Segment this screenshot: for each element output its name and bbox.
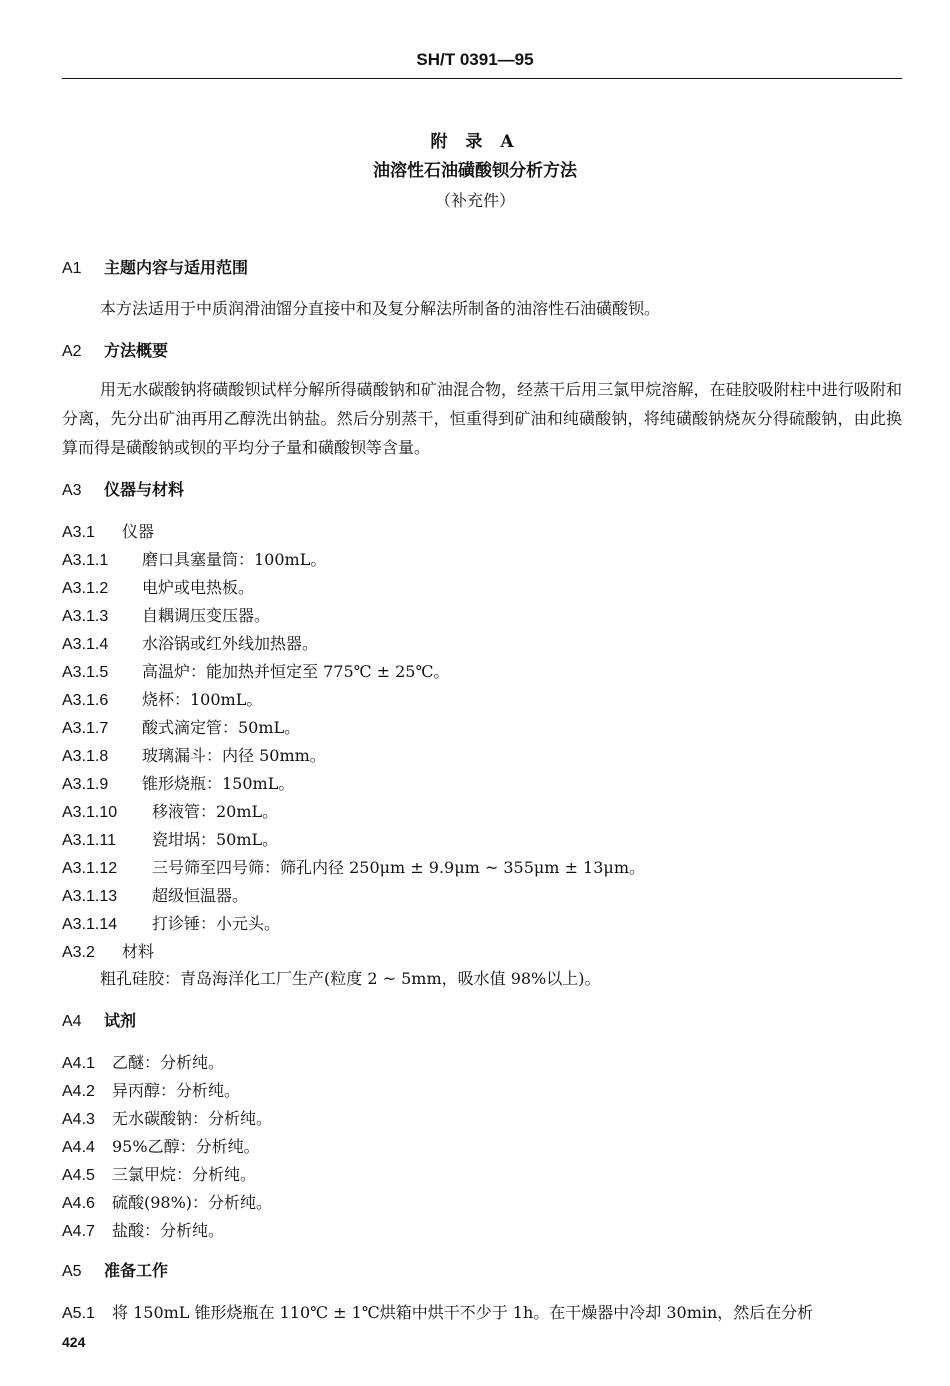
clause-number: A4.2	[62, 1083, 95, 1100]
clause-text: 超级恒温器。	[152, 886, 249, 905]
clause-text: 盐酸：分析纯。	[112, 1221, 225, 1240]
section-title: 方法概要	[104, 341, 169, 360]
list-item	[62, 1218, 224, 1241]
list-item	[62, 1078, 240, 1101]
clause-number: A3.1.6	[62, 692, 109, 709]
clause-number: A3.1.14	[62, 916, 118, 933]
clause-text: 锥形烧瓶：150mL。	[142, 774, 295, 793]
section-title: 主题内容与适用范围	[104, 258, 249, 277]
clause-number: A4.3	[62, 1111, 95, 1128]
section-heading-a4	[62, 1008, 136, 1031]
clause-text: 三氯甲烷：分析纯。	[112, 1165, 257, 1184]
clause-number: A3.1.5	[62, 664, 109, 681]
clause-number: A5.1	[62, 1305, 95, 1322]
list-item	[62, 547, 326, 570]
list-item	[62, 1190, 272, 1213]
clause-text: 乙醚：分析纯。	[112, 1053, 225, 1072]
list-item	[62, 659, 449, 682]
appendix-note: （补充件）	[434, 191, 515, 210]
clause-text: 无水碳酸钠：分析纯。	[112, 1109, 273, 1128]
clause-text: 磨口具塞量筒：100mL。	[142, 550, 327, 569]
clause-number: A4.4	[62, 1139, 95, 1156]
list-item	[62, 771, 294, 794]
clause-text: 移液管：20mL。	[152, 802, 279, 821]
clause-text: 仪器	[122, 522, 155, 541]
section-number: A2	[62, 343, 82, 360]
clause-number: A3.1	[62, 524, 95, 541]
clause-text: 瓷坩埚：50mL。	[152, 830, 279, 849]
list-item	[62, 743, 326, 766]
clause-a5-1	[62, 1300, 813, 1323]
clause-number: A3.1.3	[62, 608, 109, 625]
section-title: 试剂	[104, 1011, 137, 1030]
section-number: A1	[62, 260, 82, 277]
section-number: A3	[62, 482, 82, 499]
clause-text: 酸式滴定管：50mL。	[142, 718, 301, 737]
section-title: 仪器与材料	[104, 480, 185, 499]
list-item	[62, 631, 318, 654]
list-item	[62, 715, 300, 738]
clause-number: A3.1.9	[62, 776, 109, 793]
clause-text: 95%乙醇：分析纯。	[112, 1137, 260, 1156]
section-number: A4	[62, 1013, 82, 1030]
clause-number: A3.2	[62, 944, 95, 961]
clause-number: A3.1.2	[62, 580, 109, 597]
clause-text: 硫酸(98%)：分析纯。	[112, 1193, 273, 1212]
clause-text: 高温炉：能加热并恒定至 775℃ ± 25℃。	[142, 662, 450, 681]
standard-code: SH/T 0391—95	[416, 50, 534, 69]
appendix-label: 附 录 A	[430, 132, 520, 152]
clause-text: 烧杯：100mL。	[142, 690, 263, 709]
clause-text: 三号筛至四号筛：筛孔内径 250μm ± 9.9μm ~ 355μm ± 13μm。	[152, 858, 645, 877]
list-item	[62, 603, 270, 626]
section-a2-body: 用无水碳酸钠将磺酸钡试样分解所得磺酸钠和矿油混合物，经蒸干后用三氯甲烷溶解，在硅胶吸附柱中进行吸附和分离，先分出矿油再用乙醇洗出钠盐。然后分别蒸干，恒重得到矿油和纯磺酸钠，将纯磺酸钠烧灰分得硫酸钠，由此换算而得是磺酸钠或钡的平均分子量和磺酸钡等含量。	[62, 380, 902, 457]
list-item	[62, 575, 254, 598]
clause-number: A3.1.7	[62, 720, 109, 737]
section-heading-a3	[62, 477, 184, 500]
section-title: 准备工作	[104, 1261, 169, 1280]
clause-number: A3.1.12	[62, 860, 118, 877]
clause-text: 水浴锅或红外线加热器。	[142, 634, 319, 653]
clause-number: A4.6	[62, 1195, 95, 1212]
clause-number: A3.1.8	[62, 748, 109, 765]
clause-number: A3.1.1	[62, 552, 109, 569]
clause-text: 异丙醇：分析纯。	[112, 1081, 241, 1100]
appendix-title: 油溶性石油磺酸钡分析方法	[373, 161, 577, 181]
clause-number: A4.5	[62, 1167, 95, 1184]
clause-number: A3.1.4	[62, 636, 109, 653]
list-item	[62, 855, 645, 878]
subsection-a3-2	[62, 939, 154, 962]
list-item	[62, 883, 248, 906]
list-item	[62, 1134, 260, 1157]
title-block	[0, 128, 950, 215]
list-item	[62, 1106, 272, 1129]
section-number: A5	[62, 1263, 82, 1280]
clause-text: 玻璃漏斗：内径 50mm。	[142, 746, 326, 765]
clause-text: 材料	[122, 942, 155, 961]
clause-number: A4.1	[62, 1055, 95, 1072]
section-heading-a5	[62, 1258, 168, 1281]
clause-text: 打诊锤：小元头。	[152, 914, 281, 933]
list-item	[62, 1162, 256, 1185]
materials-body: 粗孔硅胶：青岛海洋化工厂生产(粒度 2 ~ 5mm，吸水值 98%以上)。	[100, 969, 601, 988]
list-item	[62, 1050, 224, 1073]
list-item	[62, 687, 262, 710]
clause-text: 自耦调压变压器。	[142, 606, 271, 625]
header-rule	[62, 78, 902, 79]
clause-number: A3.1.10	[62, 804, 118, 821]
clause-number: A3.1.11	[62, 832, 116, 849]
subsection-a3-1	[62, 519, 154, 542]
list-item	[62, 799, 278, 822]
page-number: 424	[62, 1334, 86, 1350]
list-item	[62, 911, 280, 934]
clause-text: 将 150mL 锥形烧瓶在 110℃ ± 1℃烘箱中烘干不少于 1h。在干燥器中冷却 30min，然后在分析	[112, 1303, 814, 1322]
section-heading-a2	[62, 338, 168, 361]
list-item	[62, 827, 278, 850]
clause-text: 电炉或电热板。	[142, 578, 255, 597]
section-a1-body: 本方法适用于中质润滑油馏分直接中和及复分解法所制备的油溶性石油磺酸钡。	[100, 299, 661, 318]
section-heading-a1	[62, 255, 248, 278]
clause-number: A4.7	[62, 1223, 95, 1240]
clause-number: A3.1.13	[62, 888, 118, 905]
